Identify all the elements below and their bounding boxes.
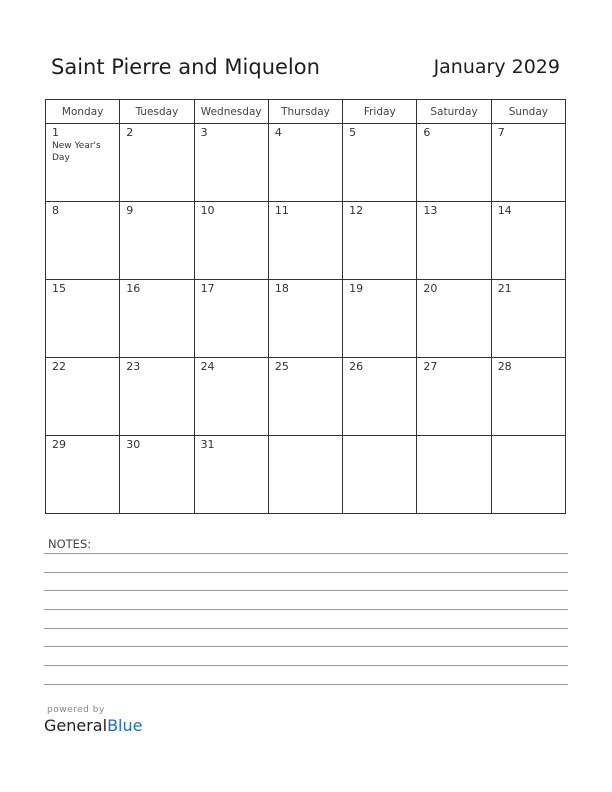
weekday-sunday: Sunday: [491, 100, 565, 124]
day-number: 21: [497, 282, 512, 295]
holiday-label: [46, 217, 118, 218]
calendar-title: Saint Pierre and Miquelon: [51, 55, 320, 79]
holiday-label: [120, 373, 192, 374]
day-cell: [46, 280, 120, 358]
notes-line: [44, 609, 568, 610]
day-cell: [268, 202, 342, 280]
day-number: 29: [52, 438, 66, 451]
weekday-saturday: Saturday: [417, 100, 491, 124]
day-number: 15: [52, 282, 66, 295]
day-number: 18: [274, 282, 289, 295]
notes-line: [44, 684, 568, 685]
day-cell: [120, 358, 194, 436]
weekday-header-row: [46, 100, 566, 124]
day-number: 5: [349, 126, 357, 139]
holiday-label: [417, 295, 489, 296]
notes-line: [44, 572, 568, 573]
day-number: 2: [126, 126, 134, 139]
day-number: 8: [52, 204, 59, 217]
day-number: 30: [126, 438, 141, 451]
week-row: [46, 436, 566, 514]
powered-by-label: powered by: [47, 705, 105, 715]
brand-logo-general: General: [44, 716, 108, 735]
day-number: 28: [497, 360, 512, 373]
holiday-label: [195, 295, 267, 296]
day-cell: [268, 124, 342, 202]
holiday-label: [417, 139, 489, 140]
day-cell: [194, 358, 268, 436]
holiday-label: [343, 295, 415, 296]
brand-logo: [44, 716, 142, 735]
day-cell: [46, 124, 120, 202]
day-cell: [268, 358, 342, 436]
day-cell: [46, 436, 120, 514]
holiday-label: [120, 295, 192, 296]
day-cell: [194, 436, 268, 514]
day-cell: [343, 202, 417, 280]
weekday-thursday: Thursday: [268, 100, 342, 124]
notes-line: [44, 628, 568, 629]
holiday-label: [46, 295, 118, 296]
holiday-label: [195, 451, 267, 452]
day-cell: [417, 280, 491, 358]
day-cell: [343, 436, 417, 514]
day-number: 7: [497, 126, 505, 139]
day-cell: [491, 202, 565, 280]
day-number: 31: [200, 438, 215, 451]
day-number: 25: [274, 360, 289, 373]
day-number: 10: [200, 204, 215, 217]
weekday-tuesday: Tuesday: [120, 100, 194, 124]
brand-logo-blue: Blue: [107, 716, 143, 735]
holiday-label: [269, 217, 341, 218]
holiday-label: [343, 217, 415, 218]
week-row: [46, 202, 566, 280]
notes-line: [44, 553, 568, 554]
calendar-grid: [45, 99, 566, 514]
day-number: 23: [126, 360, 141, 373]
day-cell: [194, 124, 268, 202]
day-cell: [343, 280, 417, 358]
holiday-label: [195, 217, 267, 218]
day-cell: [46, 202, 120, 280]
holiday-label: [492, 373, 564, 374]
notes-label: NOTES:: [48, 537, 92, 551]
holiday-label: [343, 373, 415, 374]
holiday-label: [492, 139, 564, 140]
day-number: 12: [349, 204, 364, 217]
day-number: 6: [423, 126, 431, 139]
day-number: 22: [52, 360, 66, 373]
day-number: 27: [423, 360, 438, 373]
day-cell: [491, 436, 565, 514]
day-cell: [417, 202, 491, 280]
week-row: [46, 280, 566, 358]
holiday-label: [46, 373, 118, 374]
week-row: [46, 124, 566, 202]
notes-line: [44, 665, 568, 666]
day-cell: [268, 280, 342, 358]
holiday-label: [120, 451, 192, 452]
holiday-label: [269, 373, 341, 374]
day-cell: [343, 124, 417, 202]
day-number: 26: [349, 360, 364, 373]
day-number: 17: [200, 282, 215, 295]
holiday-label: [46, 451, 118, 452]
holiday-label: [417, 373, 489, 374]
weekday-monday: Monday: [46, 100, 120, 124]
day-cell: [343, 358, 417, 436]
holiday-label: [120, 139, 192, 140]
day-cell: [120, 124, 194, 202]
holiday-label: [269, 139, 341, 140]
day-cell: [120, 280, 194, 358]
holiday-label: [195, 139, 267, 140]
day-cell: [491, 124, 565, 202]
holiday-label: [120, 217, 192, 218]
holiday-label: [417, 217, 489, 218]
day-cell: [417, 436, 491, 514]
day-number: 19: [349, 282, 364, 295]
day-number: 16: [126, 282, 141, 295]
holiday-label: [343, 139, 415, 140]
day-number: 9: [126, 204, 134, 217]
day-number: 4: [274, 126, 282, 139]
day-cell: [491, 280, 565, 358]
day-cell: [194, 202, 268, 280]
weekday-friday: Friday: [343, 100, 417, 124]
holiday-label: [343, 438, 415, 439]
day-cell: [194, 280, 268, 358]
holiday-label: [269, 295, 341, 296]
day-number: 24: [200, 360, 215, 373]
day-number: 11: [274, 204, 289, 217]
notes-line: [44, 590, 568, 591]
holiday-label: [195, 373, 267, 374]
holiday-label: New Year's Day: [52, 141, 101, 163]
day-cell: [46, 358, 120, 436]
day-number: 13: [423, 204, 438, 217]
day-cell: [491, 358, 565, 436]
notes-line: [44, 646, 568, 647]
day-number: 1: [52, 126, 59, 139]
weekday-wednesday: Wednesday: [194, 100, 268, 124]
holiday-label: [492, 438, 564, 439]
holiday-label: [269, 438, 341, 439]
month-year-label: January 2029: [433, 56, 560, 78]
week-row: [46, 358, 566, 436]
holiday-label: [492, 295, 564, 296]
day-number: 3: [200, 126, 208, 139]
holiday-label: [417, 438, 489, 439]
day-cell: [268, 436, 342, 514]
day-cell: [417, 358, 491, 436]
day-cell: [120, 436, 194, 514]
day-number: 14: [497, 204, 512, 217]
day-number: 20: [423, 282, 438, 295]
holiday-label: [492, 217, 564, 218]
day-cell: [417, 124, 491, 202]
day-cell: [120, 202, 194, 280]
